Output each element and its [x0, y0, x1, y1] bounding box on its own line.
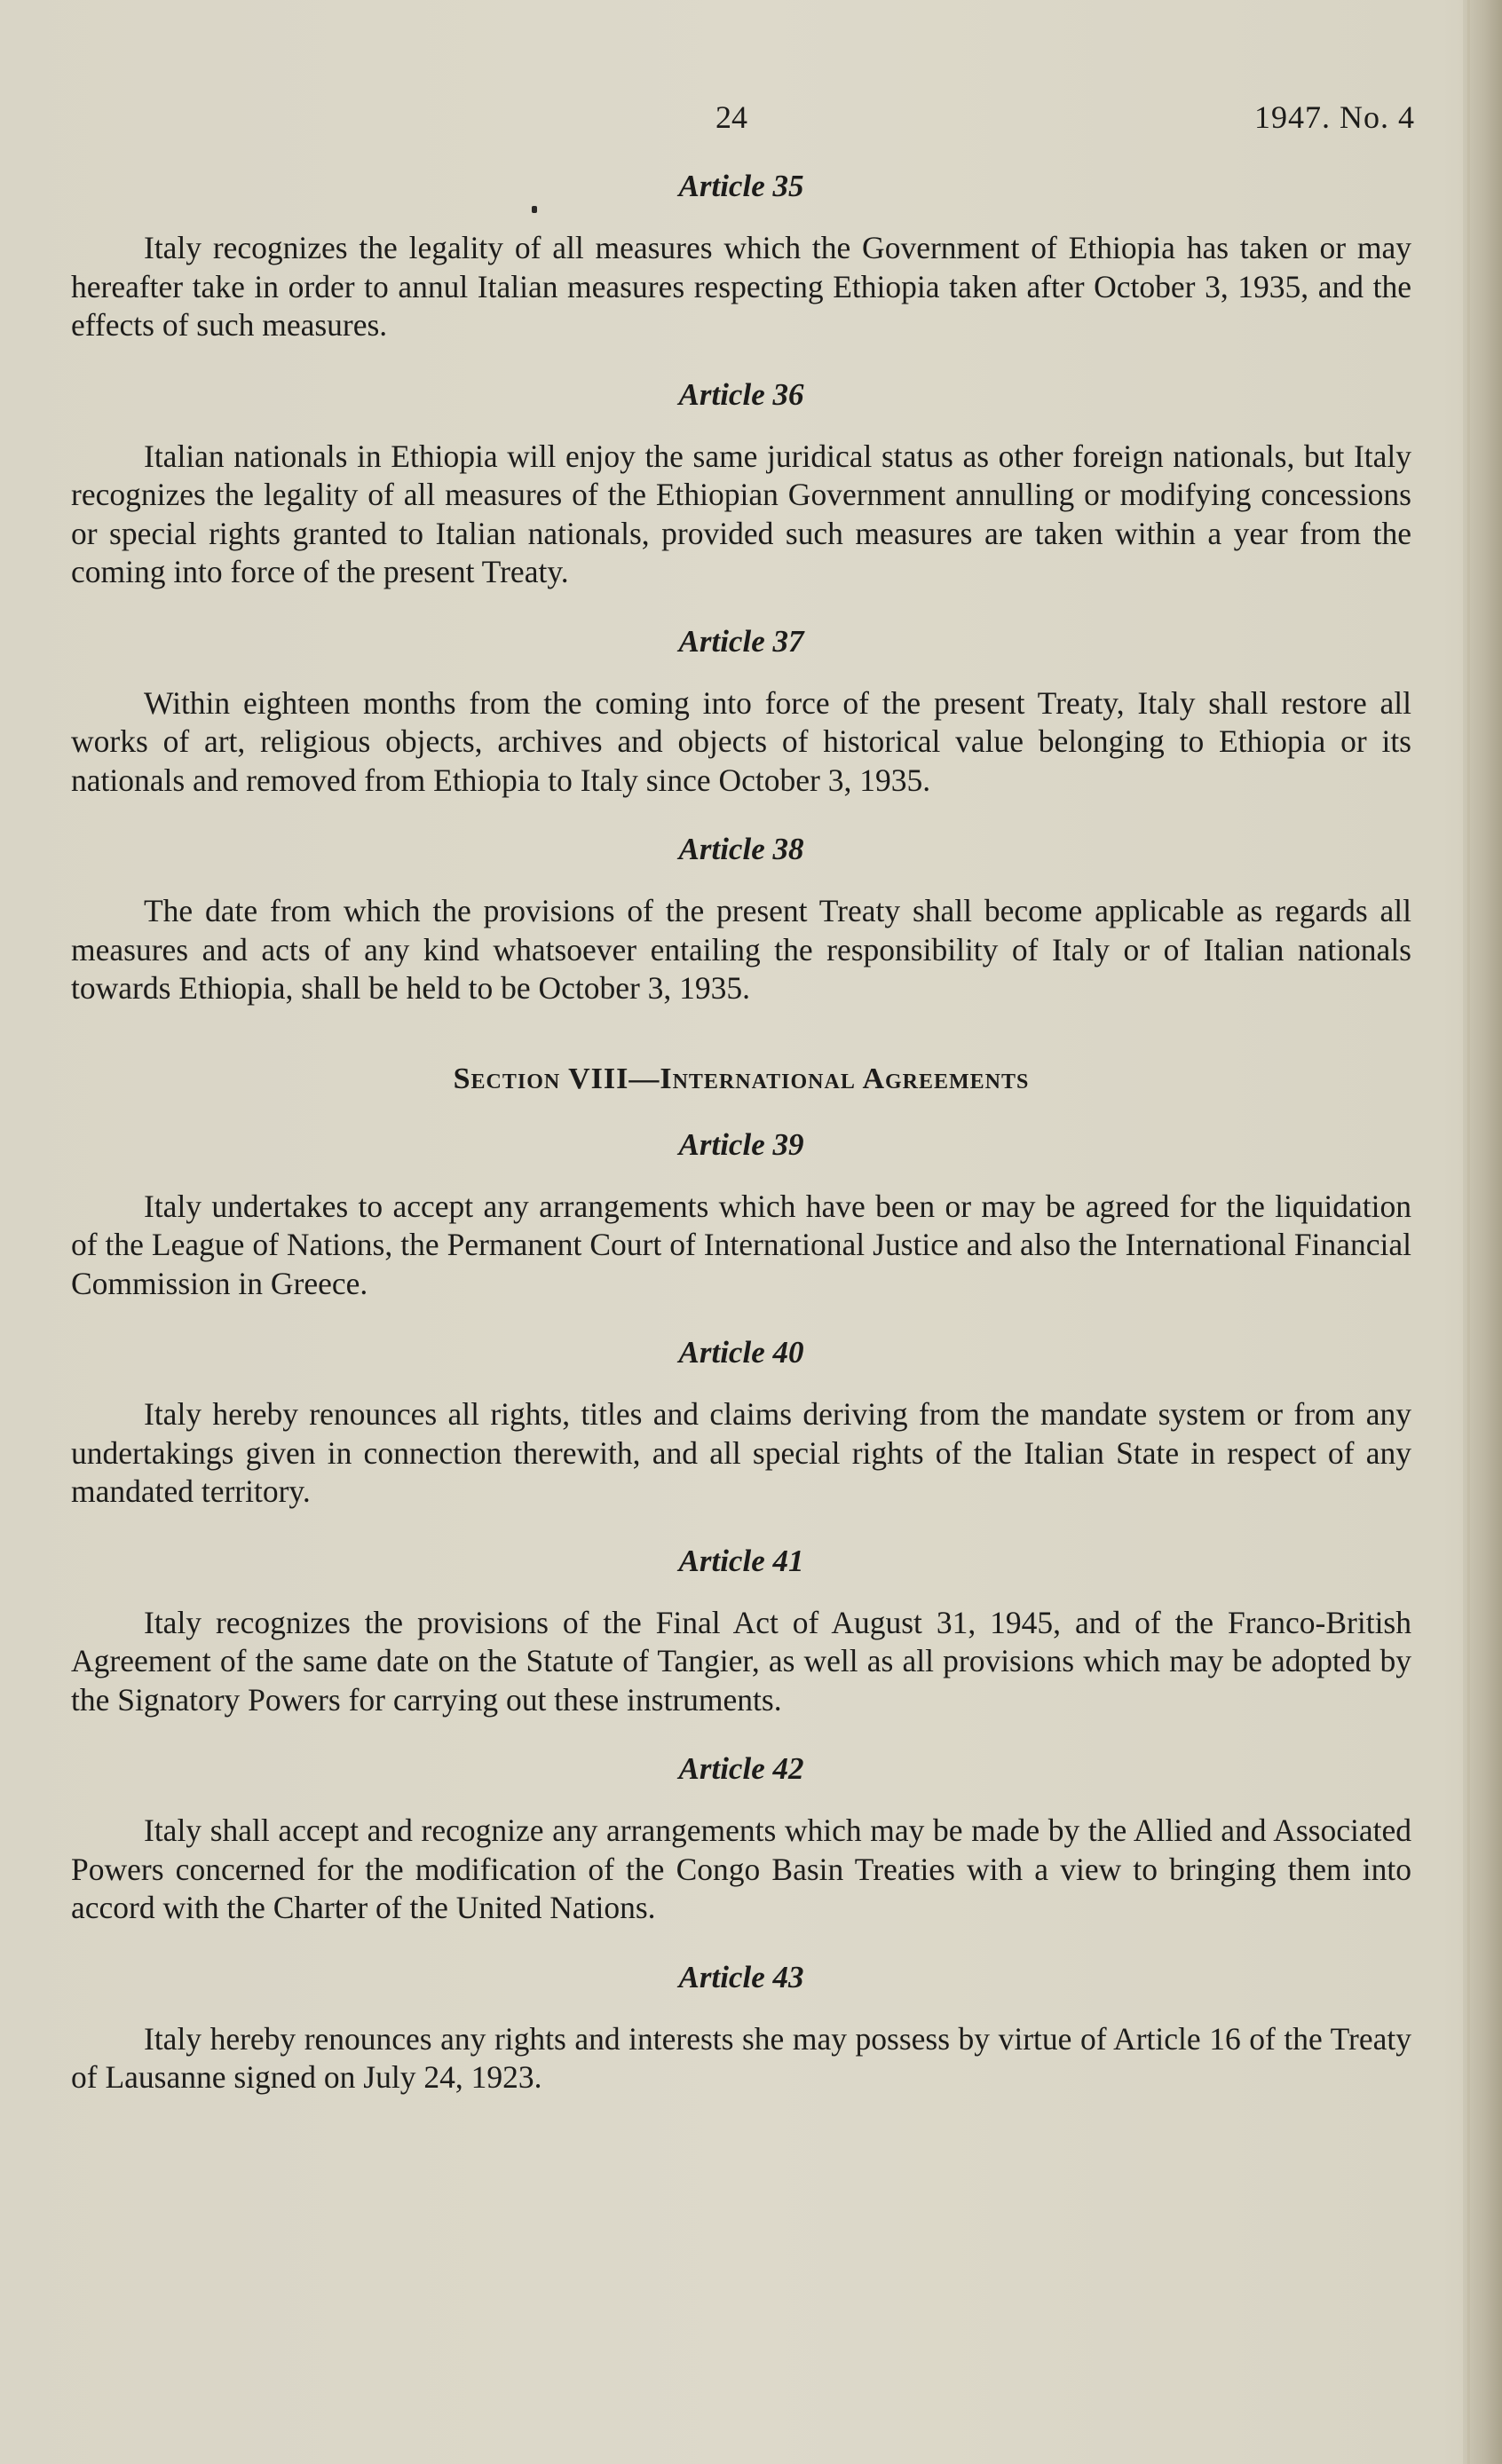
article-40-text: Italy hereby renounces all rights, titles and claims deriving from the mandate system or from any undertakings given in connection therewith, and all special rights of the Italian State in respect of any mandated territory. — [71, 1396, 1411, 1509]
article-35-title: Article 35 — [678, 169, 804, 203]
article-41-title: Article 41 — [678, 1543, 804, 1578]
article-36-title: Article 36 — [678, 376, 804, 412]
article-42-title: Article 42 — [678, 1751, 804, 1786]
article-37-text: Within eighteen months from the coming into force of the present Treaty, Italy shall restore all works of art, religious objects, archives and objects of historical value belonging to Ethiopia or its nationals and removed from Ethiopia to Italy since October 3, 1935. — [71, 684, 1411, 798]
article-43-title: Article 43 — [678, 1959, 804, 1994]
page-number: 24 — [715, 99, 747, 135]
page-header — [0, 94, 1502, 140]
article-38-text: The date from which the provisions of the present Treaty shall become applicable as regards all measures and acts of any kind whatsoever entailing the responsibility of Italy or of Italian nationals towards Ethiopia, shall be held to be October 3, 1935. — [71, 893, 1411, 1006]
article-43-text: Italy hereby renounces any rights and interests she may possess by virtue of Article 16 of the Treaty of Lausanne signed on July 24, 1923. — [71, 2020, 1411, 2095]
article-41-text: Italy recognizes the provisions of the Final Act of August 31, 1945, and of the Franco-British Agreement of the same date on the Statute of Tangier, as well as all provisions which may be adopted by the Signatory Powers for carrying out these instruments. — [71, 1604, 1411, 1718]
page-edge-line — [1467, 0, 1470, 2464]
article-38-title: Article 38 — [678, 832, 804, 866]
article-42-text: Italy shall accept and recognize any arrangements which may be made by the Allied and Associated Powers concerned for the modification of the Congo Basin Treaties with a view to bringing them into accord with the Charter of the United Nations. — [71, 1812, 1411, 1925]
article-39-title: Article 39 — [678, 1126, 804, 1162]
document-body — [71, 165, 1411, 2126]
section-heading: Section VIII—International Agreements — [453, 1062, 1030, 1095]
article-39-text: Italy undertakes to accept any arrangements which have been or may be agreed for the liquidation of the League of Nations, the Permanent Court of International Justice and also the International Financial Commission in Greece. — [71, 1188, 1411, 1301]
article-35-text: Italy recognizes the legality of all measures which the Government of Ethiopia has taken or may hereafter take in order to annul Italian measures respecting Ethiopia taken after October 3, 1935, and the effects of such measures. — [71, 230, 1411, 343]
document-reference: 1947. No. 4 — [1254, 99, 1415, 135]
article-40-title: Article 40 — [678, 1335, 804, 1370]
article-37-title: Article 37 — [678, 623, 804, 659]
article-36-text: Italian nationals in Ethiopia will enjoy the same juridical status as other foreign nationals, but Italy recognizes the legality of all measures of the Ethiopian Government annulling or modifying concessions or special rights granted to Italian nationals, provided such measures are taken within a year from the coming into force of the present Treaty. — [71, 438, 1411, 589]
